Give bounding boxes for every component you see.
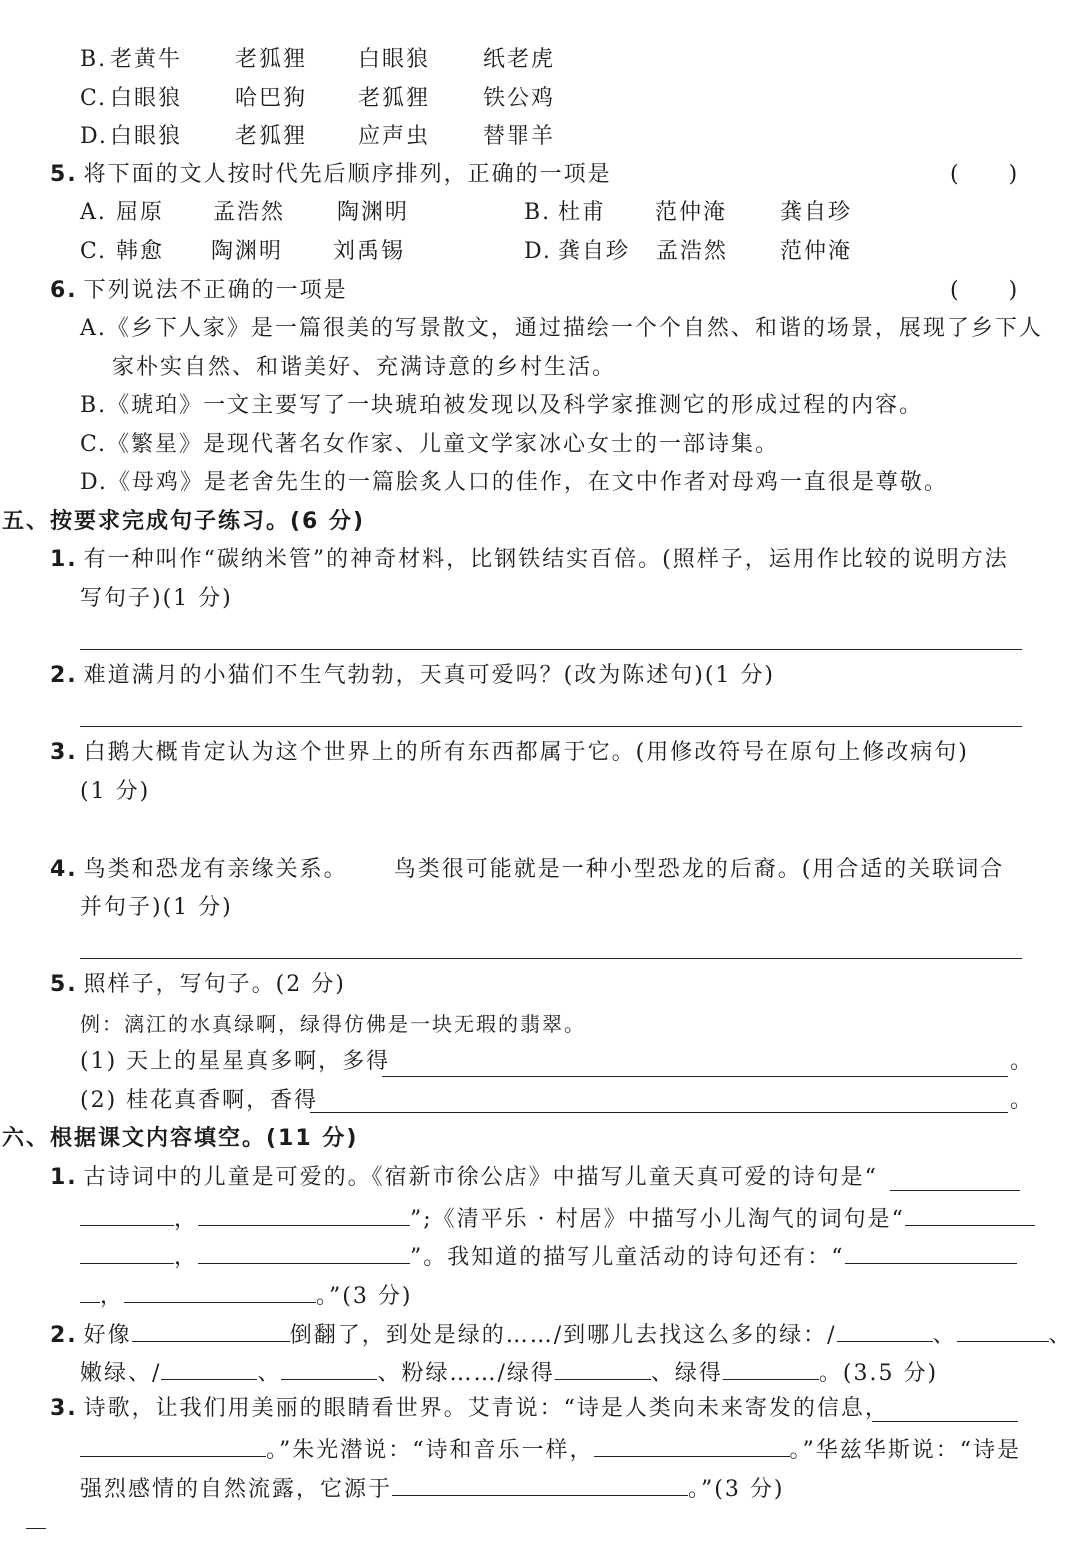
- answer-line[interactable]: [80, 958, 1022, 959]
- fill-blank[interactable]: [890, 1190, 1020, 1191]
- fill-blank[interactable]: [80, 1278, 100, 1303]
- answer-paren[interactable]: ( ): [950, 278, 1020, 303]
- period: 。: [1010, 1088, 1035, 1113]
- s6-q1-line4: [80, 1278, 412, 1312]
- fill-blank[interactable]: [905, 1201, 1035, 1226]
- q5-option-c-item: 陶渊明: [211, 239, 284, 264]
- question-text: ”。我知道的描写儿童活动的诗句还有：“: [410, 1245, 845, 1270]
- q5-option-b-item: 范仲淹: [655, 200, 728, 225]
- q4-option-b-item: 老狐狸: [235, 47, 308, 72]
- question-6: [50, 276, 348, 306]
- question-text: 古诗词中的儿童是可爱的。《宿新市徐公店》中描写儿童天真可爱的诗句是“: [83, 1165, 878, 1190]
- q4-option-c-item: 老狐狸: [358, 86, 431, 111]
- q5-option-c-item: 刘禹锡: [333, 239, 406, 264]
- question-text: 。(3.5 分): [818, 1361, 939, 1386]
- q6-option-a-line2: 家朴实自然、和谐美好、充满诗意的乡村生活。: [112, 355, 617, 380]
- punct: ，: [174, 1245, 199, 1270]
- section-5-title: 五、按要求完成句子练习。(6 分): [2, 509, 366, 534]
- question-text: 有一种叫作“碳纳米管”的神奇材料，比钢铁结实百倍。(照样子，运用作比较的说明方法: [83, 547, 1009, 572]
- s5-q4-line2: 并句子)(1 分): [80, 895, 233, 920]
- punct: 、: [257, 1361, 282, 1386]
- question-text: 鸟类很可能就是一种小型恐龙的后裔。(用合适的关联词合: [393, 857, 1005, 882]
- question-text: 、粉绿……/绿得: [377, 1361, 555, 1386]
- question-number: 2.: [50, 663, 78, 688]
- fill-blank[interactable]: [555, 1355, 651, 1380]
- period: 。: [1010, 1049, 1035, 1074]
- s5-q5-item-2: (2) 桂花真香啊，香得: [80, 1088, 319, 1113]
- q4-option-c-item: 白眼狼: [110, 86, 183, 111]
- question-text: 难道满月的小猫们不生气勃勃，天真可爱吗？(改为陈述句)(1 分): [83, 663, 775, 688]
- q5-option-b-item: 龚自珍: [780, 200, 853, 225]
- answer-line[interactable]: [80, 726, 1022, 727]
- q4-option-d-label: D.: [80, 124, 108, 149]
- q5-option-d-item: 孟浩然: [656, 239, 729, 264]
- question-number: 6.: [50, 278, 78, 303]
- fill-blank[interactable]: [872, 1421, 1018, 1422]
- fill-blank[interactable]: [845, 1239, 1017, 1264]
- s5-question-1: [50, 545, 1009, 575]
- fill-blank[interactable]: [80, 1201, 174, 1226]
- fill-blank[interactable]: [723, 1355, 819, 1380]
- q6-option-d: D.《母鸡》是老舍先生的一篇脍炙人口的佳作，在文中作者对母鸡一直很是尊敬。: [80, 470, 948, 495]
- question-text: 倒翻了，到处是绿的……/到哪儿去找这么多的绿：/: [289, 1323, 837, 1348]
- question-text: 。”(3 分): [688, 1477, 785, 1502]
- q5-option-c-label: C.: [80, 239, 108, 264]
- fill-blank[interactable]: [198, 1201, 410, 1226]
- question-text: 、绿得: [650, 1361, 723, 1386]
- s6-q2-line2: [80, 1355, 938, 1389]
- answer-paren[interactable]: ( ): [950, 162, 1020, 187]
- fill-blank[interactable]: [132, 1317, 290, 1342]
- question-text: 好像: [83, 1323, 132, 1348]
- fill-blank[interactable]: [80, 1432, 266, 1457]
- s6-q3-line2: [80, 1432, 1021, 1466]
- punct: 、: [932, 1323, 957, 1348]
- fill-blank[interactable]: [392, 1471, 688, 1496]
- s6-question-1: [50, 1163, 878, 1193]
- s5-q3-line2: (1 分): [80, 779, 151, 804]
- question-number: 3.: [50, 740, 78, 765]
- s5-question-2: [50, 661, 775, 691]
- question-number: 5.: [50, 972, 78, 997]
- q5-option-d-item: 龚自珍: [558, 239, 631, 264]
- s6-question-2: [50, 1317, 1073, 1351]
- fill-blank[interactable]: [124, 1278, 316, 1303]
- q5-option-d-label: D.: [524, 239, 552, 264]
- question-number: 1.: [50, 1165, 78, 1190]
- question-5: [50, 160, 612, 190]
- question-text: 。”(3 分): [316, 1284, 413, 1309]
- question-stem: 下列说法不正确的一项是: [83, 278, 348, 303]
- s5-q5-item-1: (1) 天上的星星真多啊，多得: [80, 1049, 391, 1074]
- q4-option-c-item: 铁公鸡: [483, 86, 556, 111]
- section-6-title: 六、根据课文内容填空。(11 分): [2, 1126, 359, 1151]
- answer-line[interactable]: [310, 1112, 1008, 1113]
- s5-question-3: [50, 738, 969, 768]
- q5-option-a-item: 屈原: [116, 200, 165, 225]
- fill-blank[interactable]: [594, 1432, 790, 1457]
- fill-blank[interactable]: [837, 1317, 933, 1342]
- s6-q3-line3: [80, 1471, 784, 1505]
- question-text: ”;《清平乐 · 村居》中描写小儿淘气的词句是“: [410, 1207, 905, 1232]
- question-text: 诗歌，让我们用美丽的眼睛看世界。艾青说：“诗是人类向未来寄发的信息，: [83, 1396, 889, 1421]
- q4-option-d-item: 老狐狸: [235, 124, 308, 149]
- question-stem: 将下面的文人按时代先后顺序排列，正确的一项是: [83, 162, 612, 187]
- question-text: 照样子，写句子。(2 分): [83, 972, 346, 997]
- question-text: 白鹅大概肯定认为这个世界上的所有东西都属于它。(用修改符号在原句上修改病句): [83, 740, 969, 765]
- q6-option-a-line1: A.《乡下人家》是一篇很美的写景散文，通过描绘一个个自然、和谐的场景，展现了乡下人: [80, 316, 1043, 341]
- s5-q5-example: 例：漓江的水真绿啊，绿得仿佛是一块无瑕的翡翠。: [80, 1012, 586, 1036]
- question-text: 。”华兹华斯说：“诗是: [789, 1438, 1021, 1463]
- fill-blank[interactable]: [80, 1239, 174, 1264]
- q4-option-d-item: 白眼狼: [110, 124, 183, 149]
- q4-option-b-item: 老黄牛: [110, 47, 183, 72]
- q5-option-b-item: 杜甫: [558, 200, 607, 225]
- q4-option-b-item: 白眼狼: [358, 47, 431, 72]
- question-text: 强烈感情的自然流露，它源于: [80, 1477, 393, 1502]
- punct: ，: [100, 1284, 125, 1309]
- q4-option-d-item: 替罪羊: [483, 124, 556, 149]
- question-text: 嫩绿、/: [80, 1361, 162, 1386]
- fill-blank[interactable]: [957, 1317, 1049, 1342]
- question-number: 1.: [50, 547, 78, 572]
- q4-option-d-item: 应声虫: [358, 124, 431, 149]
- question-number: 5.: [50, 162, 78, 187]
- q5-option-a-item: 孟浩然: [213, 200, 286, 225]
- punct: ，: [174, 1207, 199, 1232]
- q6-option-c: C.《繁星》是现代著名女作家、儿童文学家冰心女士的一部诗集。: [80, 432, 780, 457]
- q4-option-b-item: 纸老虎: [483, 47, 556, 72]
- answer-line[interactable]: [382, 1076, 1008, 1077]
- q5-option-c-item: 韩愈: [116, 239, 165, 264]
- q5-option-a-item: 陶渊明: [337, 200, 410, 225]
- page-mark-line: [26, 1528, 46, 1529]
- s5-question-5: [50, 970, 346, 1000]
- q4-option-c-label: C.: [80, 86, 108, 111]
- fill-blank[interactable]: [161, 1355, 257, 1380]
- question-text: 。”朱光潜说：“诗和音乐一样，: [266, 1438, 594, 1463]
- q4-option-b-label: B.: [80, 47, 108, 72]
- question-number: 2.: [50, 1323, 78, 1348]
- s5-q1-line2: 写句子)(1 分): [80, 586, 233, 611]
- fill-blank[interactable]: [198, 1239, 410, 1264]
- answer-line[interactable]: [80, 649, 1022, 650]
- punct: 、: [1048, 1323, 1073, 1348]
- s5-question-4: [50, 855, 1004, 885]
- s6-q1-line3: [80, 1239, 1017, 1273]
- q5-option-a-label: A.: [80, 200, 107, 225]
- s6-question-3: [50, 1394, 889, 1424]
- q5-option-b-label: B.: [524, 200, 552, 225]
- question-number: 3.: [50, 1396, 78, 1421]
- s6-q1-line2: [80, 1201, 1035, 1235]
- question-number: 4.: [50, 857, 78, 882]
- q5-option-d-item: 范仲淹: [780, 239, 853, 264]
- question-text: 鸟类和恐龙有亲缘关系。: [83, 857, 348, 882]
- q6-option-b: B.《琥珀》一文主要写了一块琥珀被发现以及科学家推测它的形成过程的内容。: [80, 393, 924, 418]
- fill-blank[interactable]: [281, 1355, 377, 1380]
- q4-option-c-item: 哈巴狗: [235, 86, 308, 111]
